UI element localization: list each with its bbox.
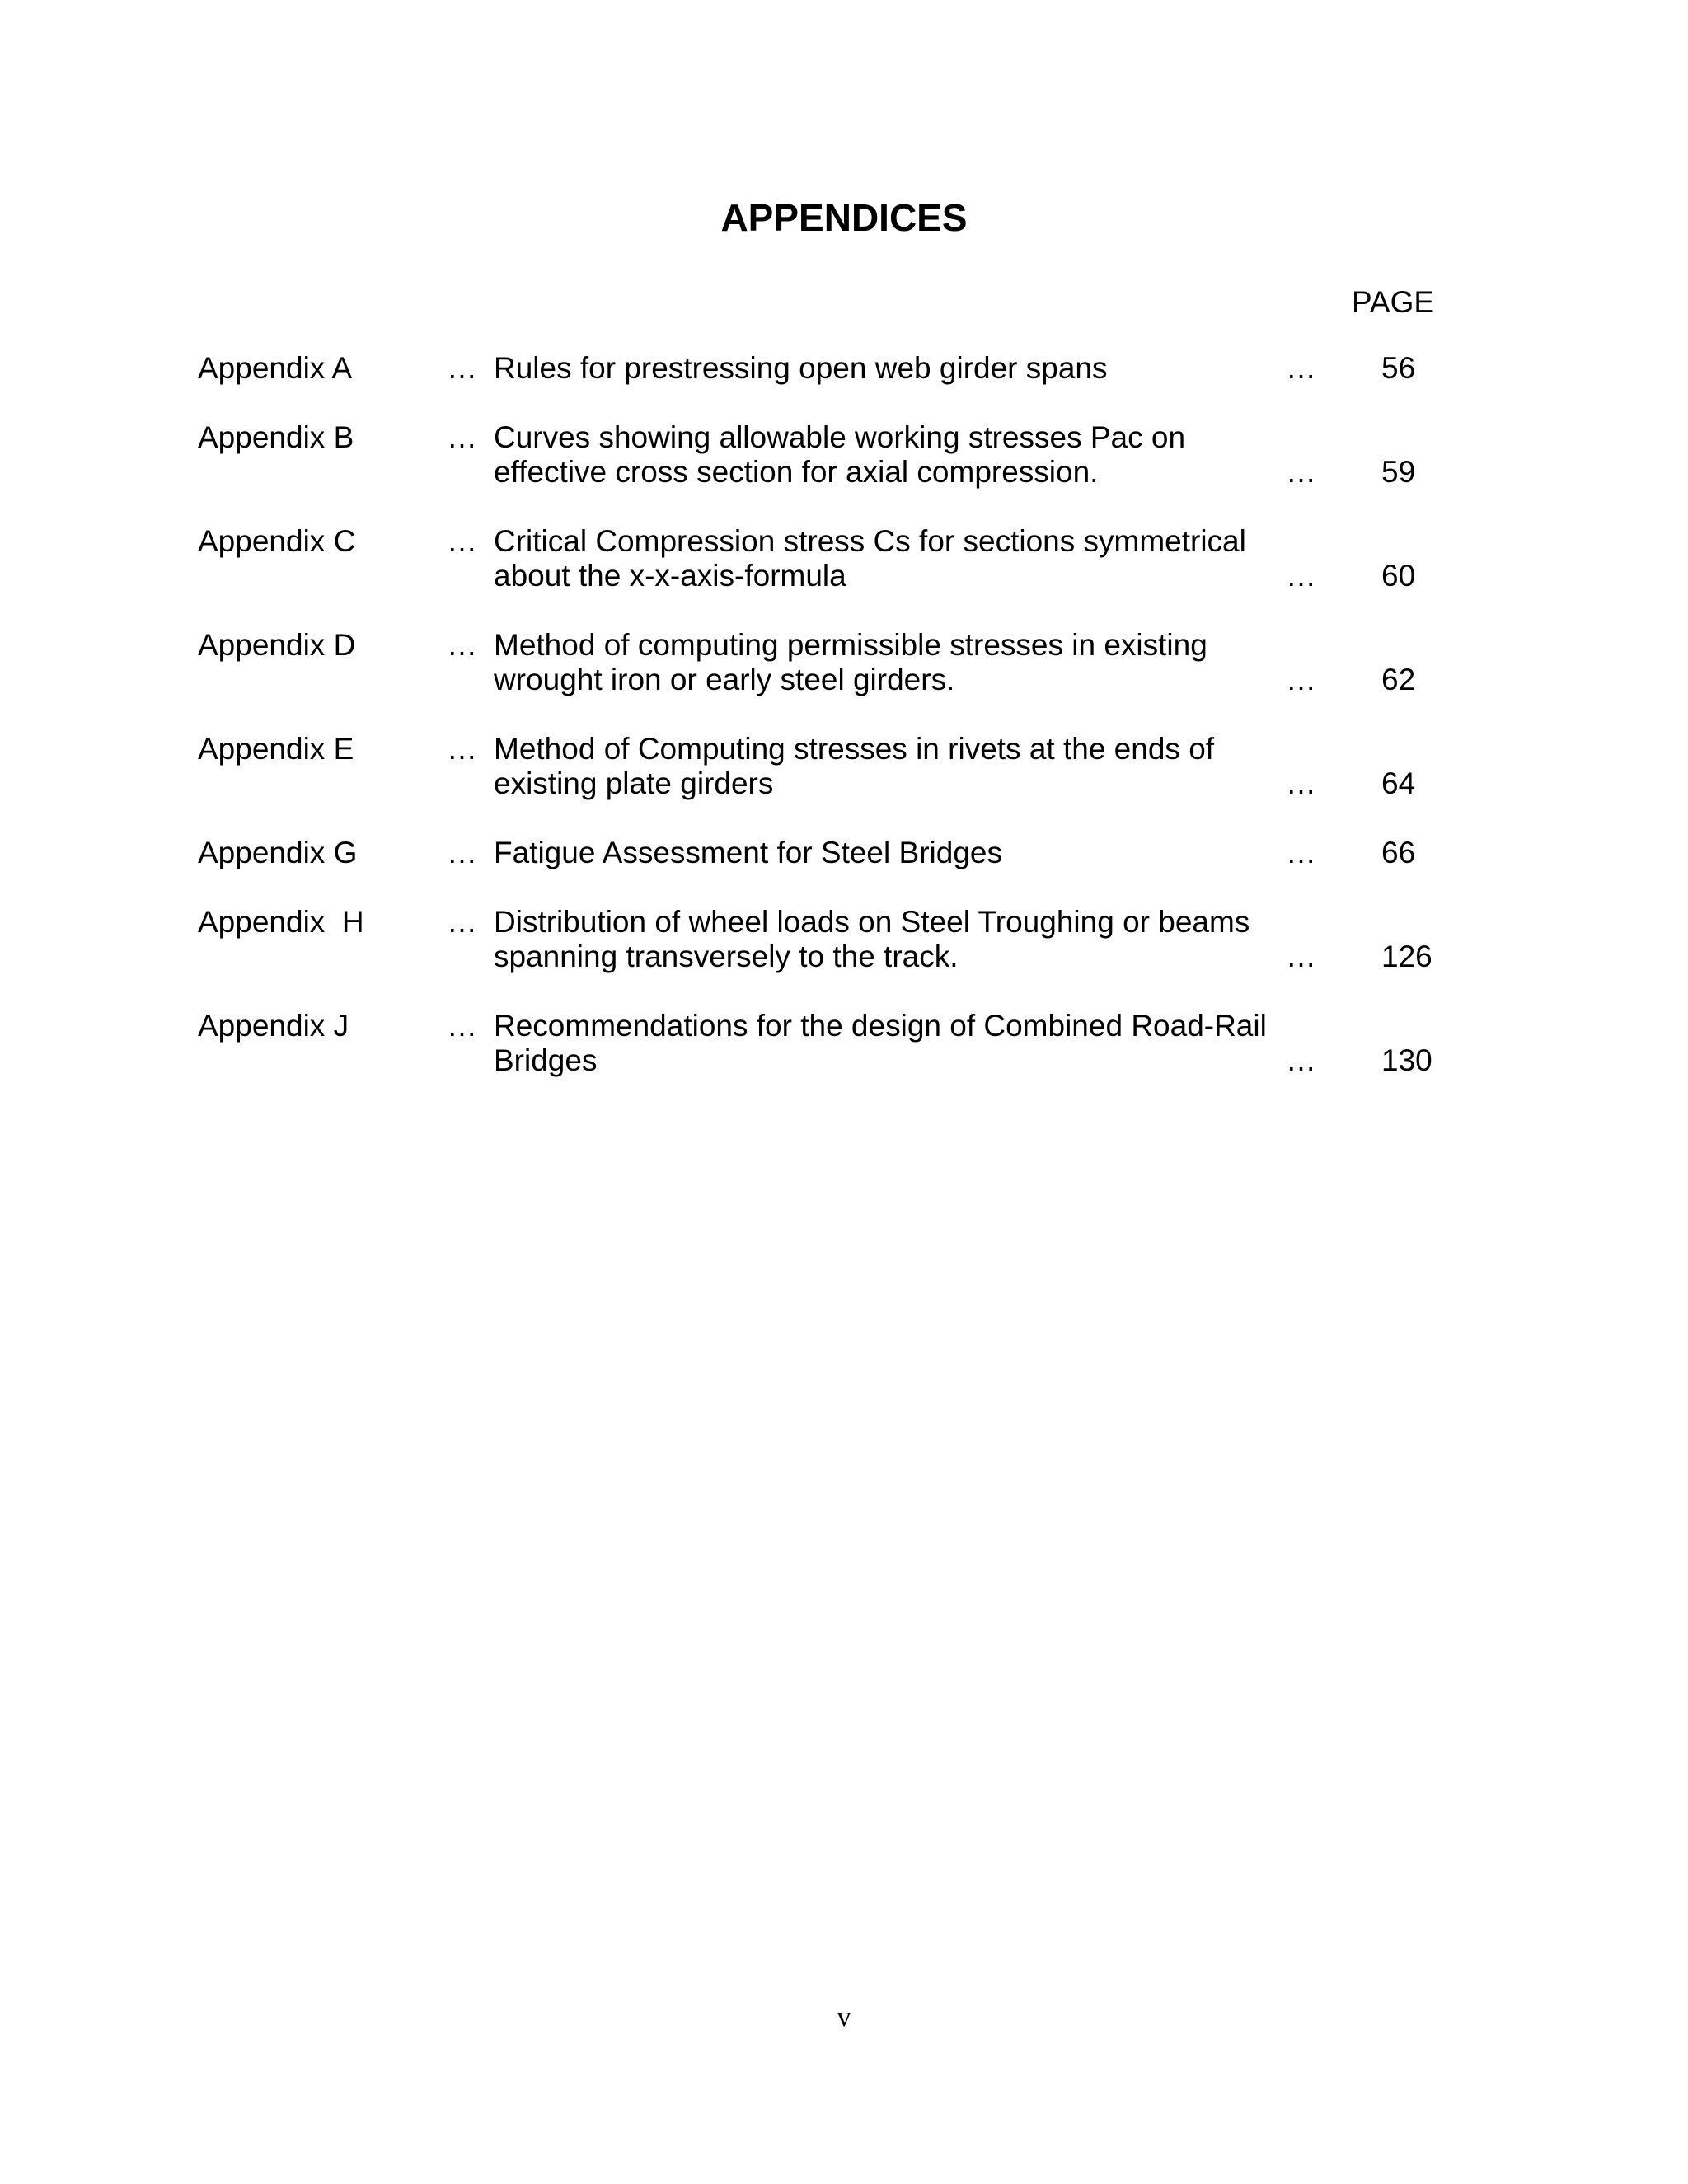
leader-dots: … bbox=[1286, 559, 1316, 593]
toc-entry-appendix-c bbox=[198, 524, 1467, 628]
page-number: 64 bbox=[1381, 766, 1416, 800]
leader-dots: … bbox=[1286, 455, 1316, 489]
description-line: Rules for prestressing open web girder spans bbox=[494, 351, 1108, 385]
toc-entry-appendix-g bbox=[198, 836, 1467, 905]
description-line: Fatigue Assessment for Steel Bridges bbox=[494, 836, 1002, 869]
appendix-description bbox=[494, 628, 1466, 697]
toc-entry-appendix-a bbox=[198, 351, 1467, 420]
page-number: 66 bbox=[1381, 836, 1416, 869]
leader-dots: … bbox=[1286, 940, 1316, 973]
appendix-label: Appendix E bbox=[198, 732, 354, 766]
appendix-label: Appendix G bbox=[198, 836, 358, 869]
appendix-label: Appendix J bbox=[198, 1009, 349, 1043]
description-line: effective cross section for axial compression. bbox=[494, 455, 1099, 489]
page-number: 59 bbox=[1381, 455, 1416, 489]
appendix-description bbox=[494, 836, 1466, 870]
toc-entry-appendix-j bbox=[198, 1009, 1467, 1113]
appendix-label: Appendix C bbox=[198, 524, 356, 558]
leader-dots: … bbox=[447, 351, 477, 385]
toc-entry-appendix-h bbox=[198, 905, 1467, 1009]
description-line: wrought iron or early steel girders. bbox=[494, 663, 955, 696]
appendix-description bbox=[494, 351, 1466, 386]
leader-dots: … bbox=[447, 628, 477, 662]
description-line: spanning transversely to the track. bbox=[494, 940, 959, 973]
leader-dots: … bbox=[1286, 766, 1316, 800]
leader-dots: … bbox=[1286, 351, 1316, 385]
appendix-list bbox=[198, 351, 1467, 1113]
appendix-label: Appendix B bbox=[198, 420, 354, 454]
page-number: 130 bbox=[1381, 1043, 1432, 1077]
description-line: Curves showing allowable working stresses Pac on bbox=[494, 420, 1186, 454]
description-line: about the x-x-axis-formula bbox=[494, 559, 846, 593]
leader-dots: … bbox=[447, 420, 477, 454]
appendix-description bbox=[494, 1009, 1466, 1078]
leader-dots: … bbox=[447, 524, 477, 558]
description-line: Method of computing permissible stresses in existing bbox=[494, 628, 1207, 662]
appendix-label: Appendix D bbox=[198, 628, 356, 662]
page-number: 62 bbox=[1381, 663, 1416, 696]
leader-dots: … bbox=[1286, 1043, 1316, 1077]
description-line: Critical Compression stress Cs for sections symmetrical bbox=[494, 524, 1246, 558]
appendix-label: Appendix H bbox=[198, 905, 364, 939]
description-line: Recommendations for the design of Combined Road-Rail bbox=[494, 1009, 1267, 1043]
appendix-description bbox=[494, 732, 1466, 801]
toc-entry-appendix-e bbox=[198, 732, 1467, 836]
leader-dots: … bbox=[447, 905, 477, 939]
toc-entry-appendix-b bbox=[198, 420, 1467, 524]
appendix-description bbox=[494, 420, 1466, 490]
page-column-header: PAGE bbox=[1351, 285, 1435, 319]
appendix-description bbox=[494, 524, 1466, 593]
leader-dots: … bbox=[447, 732, 477, 766]
leader-dots: … bbox=[447, 836, 477, 869]
appendix-description bbox=[494, 905, 1466, 974]
description-line: Distribution of wheel loads on Steel Troughing or beams bbox=[494, 905, 1250, 939]
page-number: 60 bbox=[1381, 559, 1416, 593]
description-line: Bridges bbox=[494, 1043, 598, 1077]
description-line: Method of Computing stresses in rivets at the ends of bbox=[494, 732, 1215, 766]
page-number: 56 bbox=[1381, 351, 1416, 385]
leader-dots: … bbox=[447, 1009, 477, 1043]
leader-dots: … bbox=[1286, 663, 1316, 696]
page-folio: v bbox=[837, 2002, 851, 2032]
description-line: existing plate girders bbox=[494, 766, 774, 800]
leader-dots: … bbox=[1286, 836, 1316, 869]
appendix-label: Appendix A bbox=[198, 351, 353, 385]
page-number: 126 bbox=[1381, 940, 1432, 973]
page-title: APPENDICES bbox=[720, 196, 968, 239]
toc-entry-appendix-d bbox=[198, 628, 1467, 732]
